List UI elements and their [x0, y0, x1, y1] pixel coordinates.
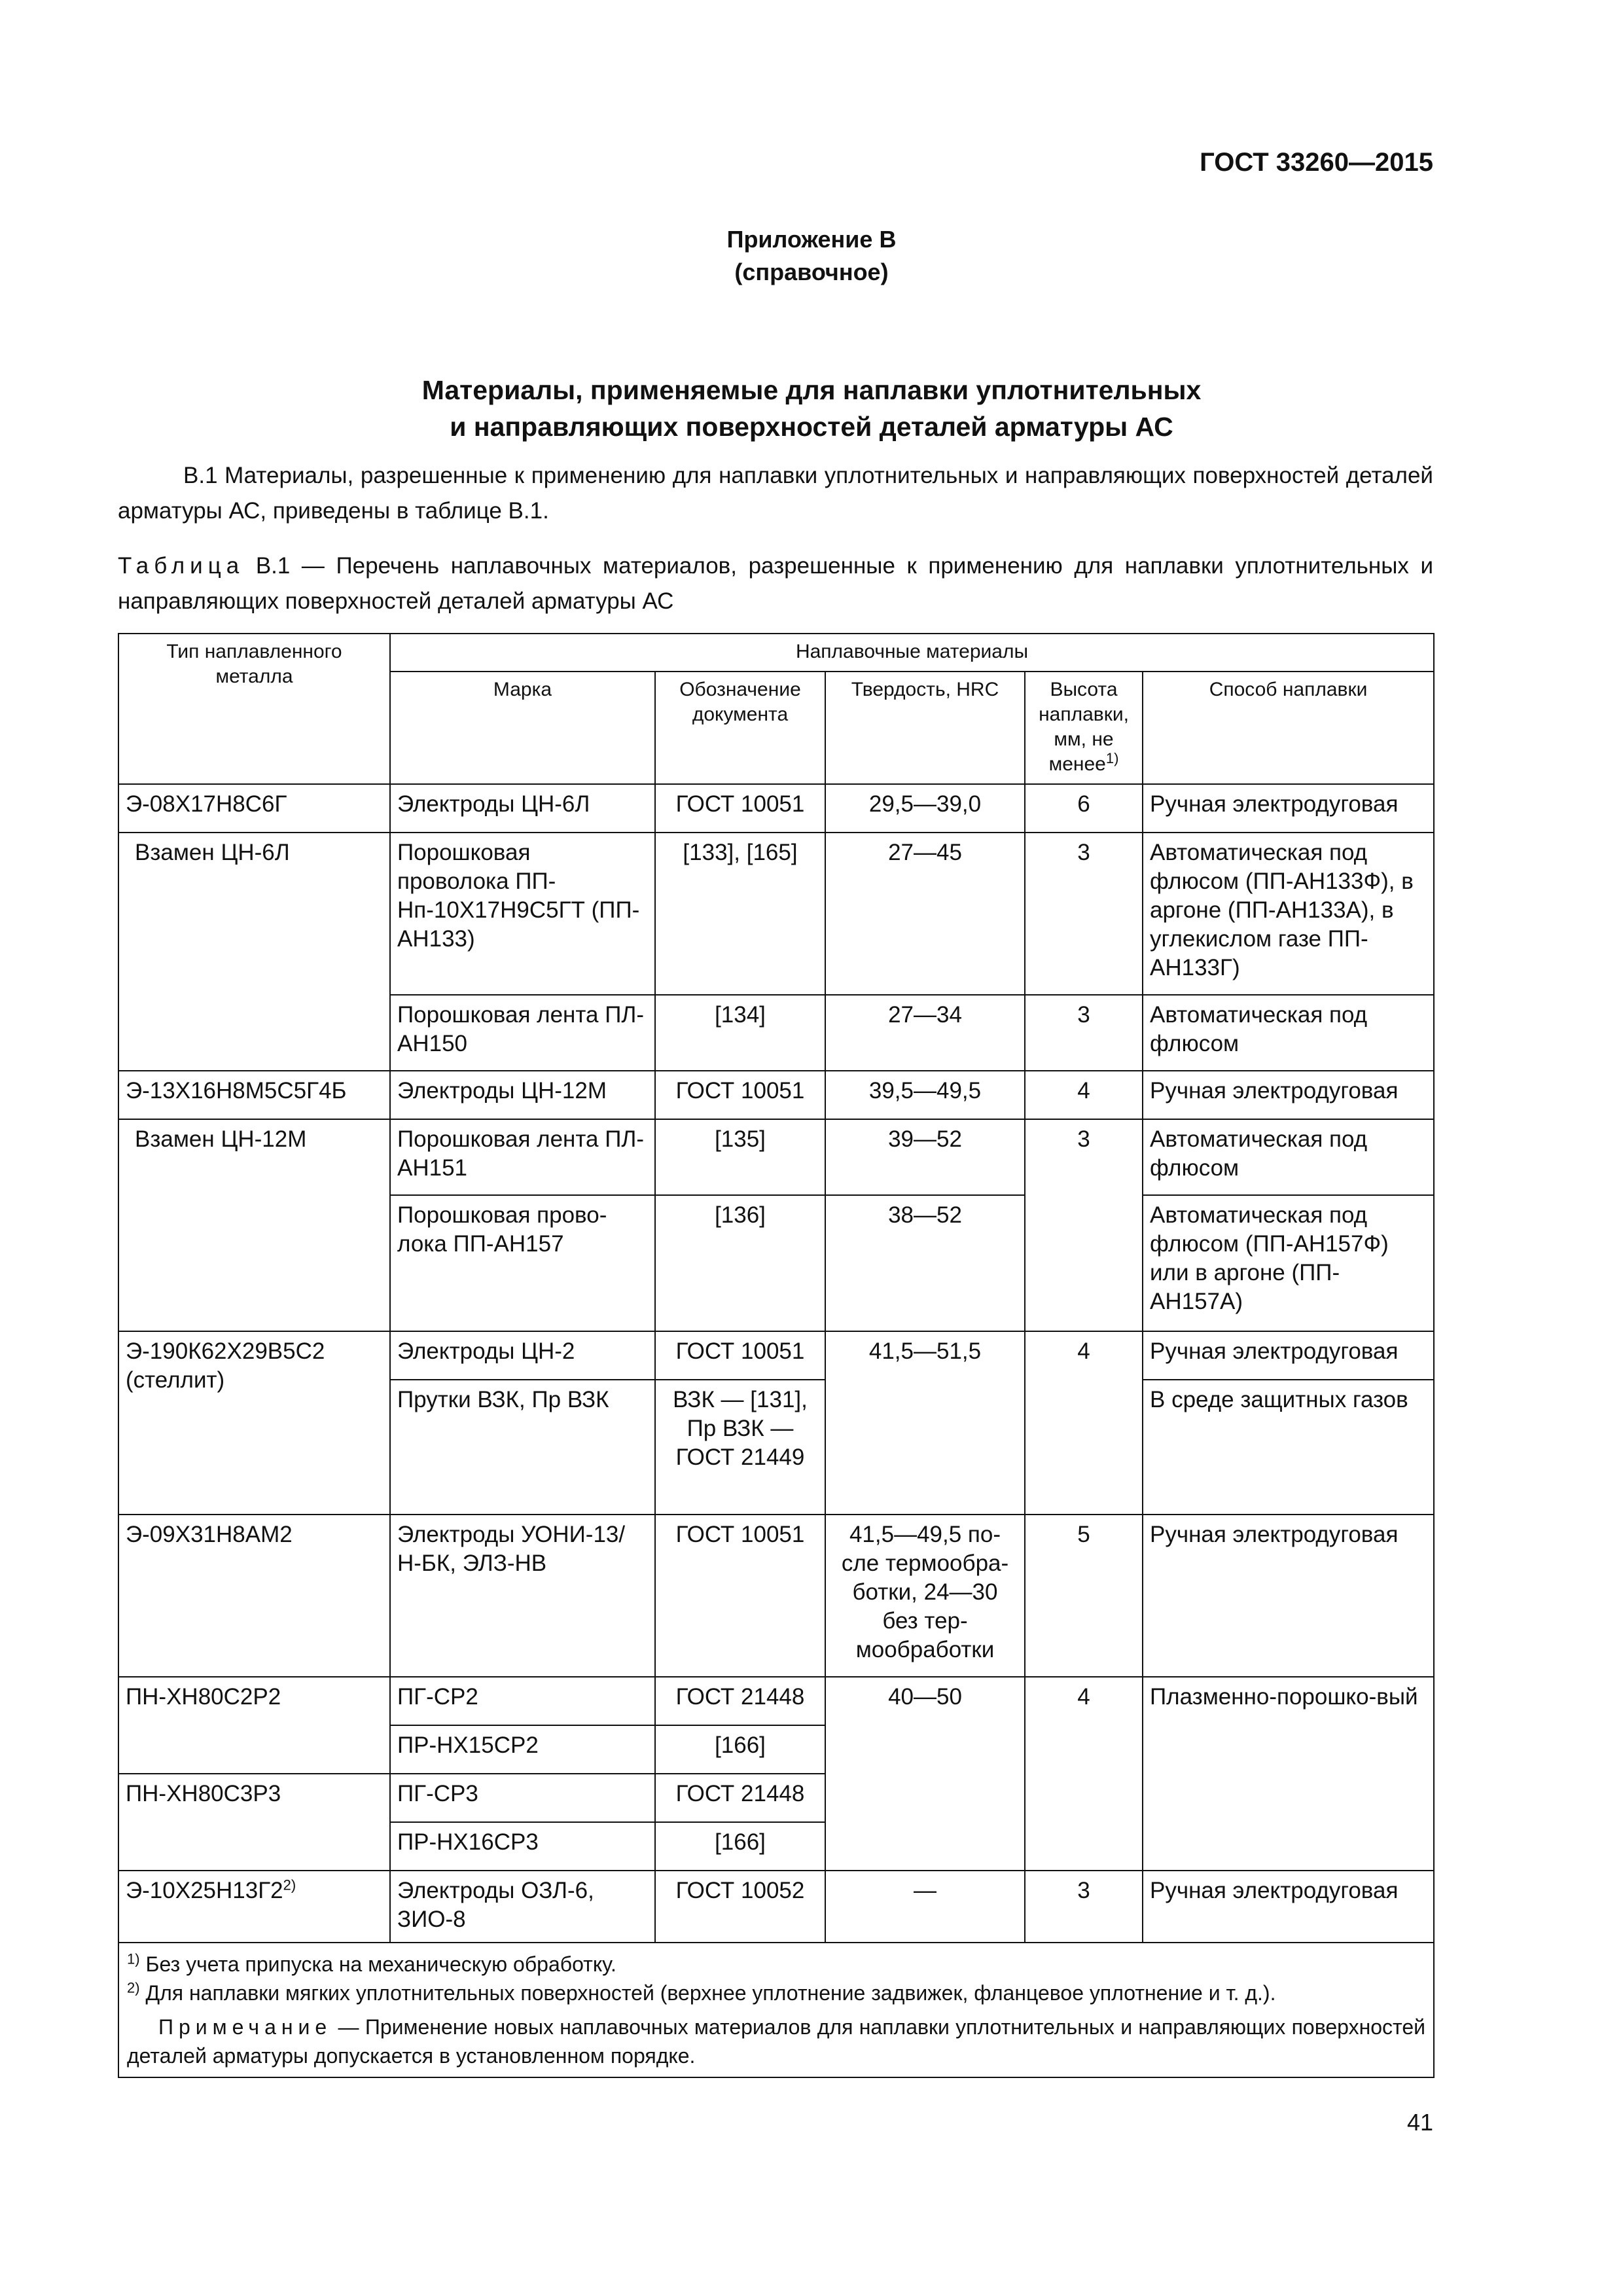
- table-row: [118, 1119, 1434, 1195]
- cell-doc: ГОСТ 10051: [655, 1331, 825, 1380]
- cell-method: Ручная электродуговая: [1143, 1871, 1434, 1943]
- cell-method: Ручная электродуговая: [1143, 1515, 1434, 1677]
- cell-brand: Электроды ЦН-2: [390, 1331, 655, 1380]
- footnote-1-mark: 1): [127, 1950, 140, 1967]
- table-row: [118, 1071, 1434, 1119]
- cell-method: Автоматическая под флюсом: [1143, 1119, 1434, 1195]
- cell-brand: Порошковая лента ПЛ-АН150: [390, 995, 655, 1071]
- footnote-2-mark: 2): [127, 1979, 140, 1996]
- cell-hardness: —: [825, 1871, 1025, 1943]
- header-method: Способ наплавки: [1143, 672, 1434, 784]
- cell-method: Ручная электродуговая: [1143, 784, 1434, 833]
- cell-brand: Электроды ЦН-12М: [390, 1071, 655, 1119]
- cell-type: Э-09Х31Н8АМ2: [118, 1515, 390, 1677]
- cell-brand: Порошковая прово-лока ПП-АН157: [390, 1195, 655, 1331]
- table-header-row: [118, 634, 1434, 672]
- materials-table: [118, 633, 1435, 2078]
- appendix-title: Приложение В: [726, 226, 897, 253]
- header-brand: Марка: [390, 672, 655, 784]
- cell-height: 4: [1025, 1677, 1143, 1871]
- cell-hardness: 41,5—49,5 по-сле термообра-ботки, 24—30 без тер-мообработки: [825, 1515, 1025, 1677]
- table-row: [118, 1515, 1434, 1677]
- cell-hardness: 27—34: [825, 995, 1025, 1071]
- table-caption-label: Таблица: [118, 553, 245, 579]
- cell-method: Автоматическая под флюсом (ПП-АН157Ф) или в аргоне (ПП-АН157А): [1143, 1195, 1434, 1331]
- cell-hardness: 38—52: [825, 1195, 1025, 1331]
- table-row: [118, 1677, 1434, 1725]
- cell-brand: ПР-НХ15СР2: [390, 1725, 655, 1774]
- intro-paragraph: В.1 Материалы, разрешенные к применению для наплавки уплотнительных и направляющих поверхностей деталей арматуры АС, приведены в таблице В.1.: [118, 463, 1433, 524]
- document-title: [0, 372, 1623, 445]
- cell-height: 3: [1025, 995, 1143, 1071]
- cell-method: Плазменно-порошко-вый: [1143, 1677, 1434, 1871]
- cell-brand: ПГ-СР2: [390, 1677, 655, 1725]
- table-note-label: Примечание: [158, 2015, 332, 2039]
- header-type: Тип наплавленного металла: [118, 634, 390, 784]
- cell-hardness: 27—45: [825, 833, 1025, 995]
- cell-type-text: Э-10Х25Н13Г2: [126, 1878, 283, 1903]
- footnote-2-text: Для наплавки мягких уплотнительных поверхностей (верхнее уплотнение задвижек, фланцевое уплотнение и т. д.).: [145, 1981, 1276, 2005]
- cell-brand: Порошковая проволока ПП-Нп-10Х17Н9С5ГТ (ПП-АН133): [390, 833, 655, 995]
- cell-doc: [136]: [655, 1195, 825, 1331]
- cell-doc: ГОСТ 21448: [655, 1774, 825, 1822]
- cell-doc: [166]: [655, 1822, 825, 1871]
- header-hardness: Твердость, HRC: [825, 672, 1025, 784]
- cell-hardness: 39,5—49,5: [825, 1071, 1025, 1119]
- cell-doc: ВЗК — [131], Пр ВЗК — ГОСТ 21449: [655, 1380, 825, 1515]
- cell-type: ПН-ХН80С3Р3: [118, 1774, 390, 1871]
- cell-doc: ГОСТ 10051: [655, 1071, 825, 1119]
- footnote-1: [127, 1950, 1425, 1979]
- table-note: [127, 2013, 1425, 2070]
- cell-type: [118, 1871, 390, 1943]
- table-caption-text: В.1 — Перечень наплавочных материалов, разрешенные к применению для наплавки уплотнительных и направляющих поверхностей деталей арматуры АС: [118, 553, 1433, 614]
- cell-type: Э-190К62Х29В5С2 (стеллит): [118, 1331, 390, 1515]
- table-note-text: — Применение новых наплавочных материалов для наплавки уплотнительных и направляющих поверхностей деталей арматуры допускается в установленном порядке.: [127, 2015, 1426, 2068]
- cell-type: Э-08Х17Н8С6Г: [118, 784, 390, 833]
- title-line-2: и направляющих поверхностей деталей арматуры АС: [450, 412, 1173, 442]
- cell-doc: [166]: [655, 1725, 825, 1774]
- cell-brand: Электроды УОНИ-13/ Н-БК, ЭЛЗ-НВ: [390, 1515, 655, 1677]
- standard-number: ГОСТ 33260—2015: [1200, 148, 1433, 177]
- cell-method: Автоматическая под флюсом: [1143, 995, 1434, 1071]
- cell-doc: ГОСТ 10051: [655, 784, 825, 833]
- cell-doc: ГОСТ 21448: [655, 1677, 825, 1725]
- cell-doc: ГОСТ 10052: [655, 1871, 825, 1943]
- cell-hardness: 40—50: [825, 1677, 1025, 1871]
- cell-type: Взамен ЦН-12М: [118, 1119, 390, 1331]
- header-height: [1025, 672, 1143, 784]
- cell-doc: [135]: [655, 1119, 825, 1195]
- table-row: [118, 784, 1434, 833]
- cell-brand: Электроды ОЗЛ-6, ЗИО-8: [390, 1871, 655, 1943]
- table-notes: [118, 1943, 1434, 2077]
- cell-type: Взамен ЦН-6Л: [118, 833, 390, 1071]
- cell-height: 3: [1025, 1119, 1143, 1331]
- footnote-2: [127, 1979, 1425, 2007]
- cell-type: ПН-ХН80С2Р2: [118, 1677, 390, 1774]
- cell-method: Ручная электродуговая: [1143, 1071, 1434, 1119]
- cell-height: 4: [1025, 1071, 1143, 1119]
- cell-method: Автоматическая под флюсом (ПП-АН133Ф), в аргоне (ПП-АН133А), в углекислом газе ПП-АН133Г): [1143, 833, 1434, 995]
- cell-hardness: 29,5—39,0: [825, 784, 1025, 833]
- table-row: [118, 833, 1434, 995]
- cell-height: 3: [1025, 1871, 1143, 1943]
- header-height-footnote-mark: 1): [1105, 750, 1119, 766]
- cell-method: Ручная электродуговая: [1143, 1331, 1434, 1380]
- cell-brand: Прутки ВЗК, Пр ВЗК: [390, 1380, 655, 1515]
- cell-height: 6: [1025, 784, 1143, 833]
- page-number: 41: [1406, 2109, 1433, 2136]
- cell-doc: [133], [165]: [655, 833, 825, 995]
- cell-height: 4: [1025, 1331, 1143, 1515]
- cell-height: 3: [1025, 833, 1143, 995]
- appendix-subtitle: (справочное): [734, 259, 889, 285]
- type-footnote-mark: 2): [283, 1876, 296, 1893]
- cell-hardness: 41,5—51,5: [825, 1331, 1025, 1515]
- table-row: [118, 1871, 1434, 1943]
- table-row: [118, 1331, 1434, 1380]
- cell-doc: [134]: [655, 995, 825, 1071]
- table-notes-row: [118, 1943, 1434, 2077]
- cell-method: В среде защитных газов: [1143, 1380, 1434, 1515]
- cell-brand: Электроды ЦН-6Л: [390, 784, 655, 833]
- cell-type: Э-13Х16Н8М5С5Г4Б: [118, 1071, 390, 1119]
- header-doc: Обозначение документа: [655, 672, 825, 784]
- title-line-1: Материалы, применяемые для наплавки уплотнительных: [421, 375, 1202, 405]
- cell-height: 5: [1025, 1515, 1143, 1677]
- cell-brand: ПГ-СР3: [390, 1774, 655, 1822]
- cell-hardness: 39—52: [825, 1119, 1025, 1195]
- header-height-text: Высота наплавки, мм, не менее: [1039, 679, 1129, 775]
- cell-brand: Порошковая лента ПЛ-АН151: [390, 1119, 655, 1195]
- cell-brand: ПР-НХ16СР3: [390, 1822, 655, 1871]
- header-materials: Наплавочные материалы: [390, 634, 1434, 672]
- footnote-1-text: Без учета припуска на механическую обработку.: [145, 1952, 616, 1976]
- cell-doc: ГОСТ 10051: [655, 1515, 825, 1677]
- table-caption: [118, 548, 1433, 619]
